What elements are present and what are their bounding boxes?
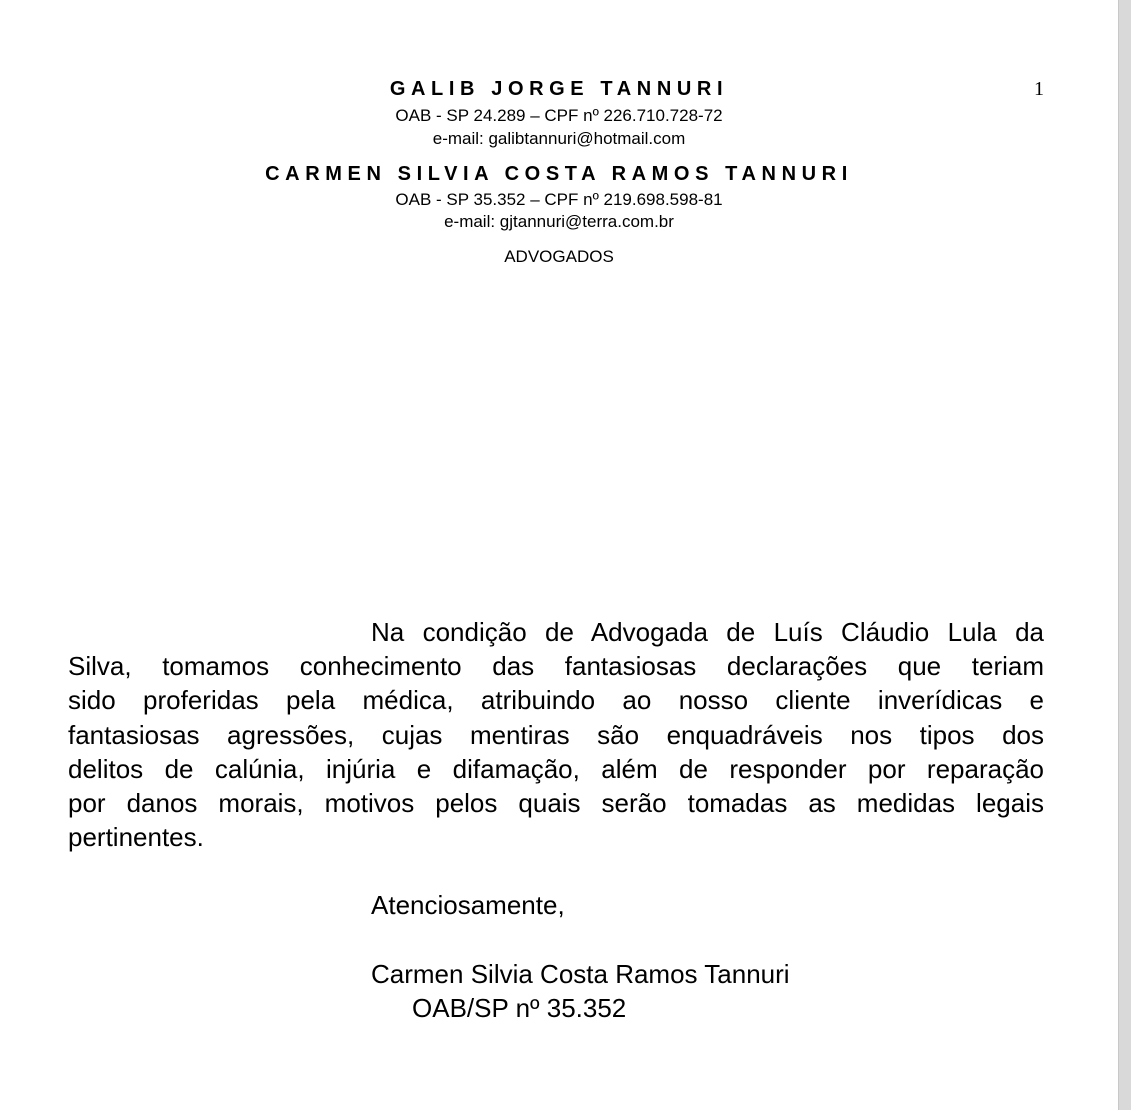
signature-registration: OAB/SP nº 35.352: [412, 993, 627, 1023]
lawyer1-registration: OAB - SP 24.289 – CPF nº 226.710.728-72: [395, 106, 723, 125]
body-line: sido proferidas pela médica, atribuindo ao nosso cliente inverídicas e: [68, 685, 1044, 716]
closing: Atenciosamente,: [371, 890, 565, 920]
lawyer2-name: CARMEN SILVIA COSTA RAMOS TANNURI: [265, 163, 853, 185]
lawyer2-email: e-mail: gjtannuri@terra.com.br: [444, 212, 674, 231]
signature-name: Carmen Silvia Costa Ramos Tannuri: [371, 959, 790, 989]
body-line: delitos de calúnia, injúria e difamação, além de responder por reparação: [68, 753, 1044, 784]
lawyer1-name: GALIB JORGE TANNURI: [389, 78, 729, 100]
body-line: Silva, tomamos conhecimento das fantasiosas declarações que teriam: [68, 651, 1044, 682]
letterhead-title: ADVOGADOS: [504, 247, 614, 266]
lawyer1-email: e-mail: galibtannuri@hotmail.com: [432, 129, 686, 148]
lawyer2-registration: OAB - SP 35.352 – CPF nº 219.698.598-81: [395, 190, 723, 209]
page-number: 1: [1034, 78, 1044, 100]
body-paragraph: [68, 615, 1044, 854]
body-line: por danos morais, motivos pelos quais serão tomadas as medidas legais: [68, 788, 1044, 819]
body-line: Na condição de Advogada de Luís Cláudio Lula da: [371, 617, 1044, 647]
body-line: pertinentes.: [68, 822, 204, 853]
body-line: fantasiosas agressões, cujas mentiras são enquadráveis nos tipos dos: [68, 719, 1044, 750]
